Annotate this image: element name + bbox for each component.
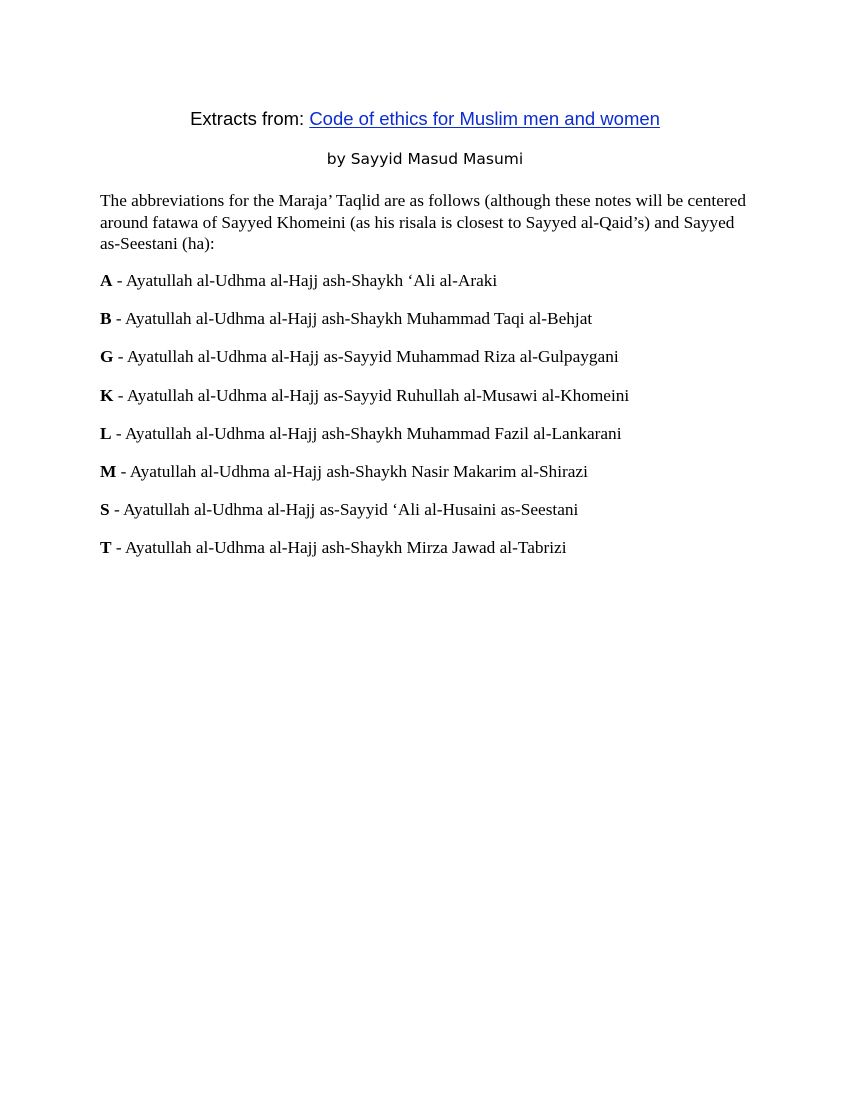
- list-item-l: [100, 423, 780, 461]
- marja-name: - Ayatullah al-Udhma al-Hajj ash-Shaykh Muhammad Fazil al-Lankarani: [111, 423, 622, 443]
- list-item-s: [100, 499, 780, 537]
- list-item-k: [100, 385, 780, 423]
- marja-name: - Ayatullah al-Udhma al-Hajj as-Sayyid ‘Ali al-Husaini as-Seestani: [109, 500, 579, 520]
- abbreviation-code: G: [100, 347, 114, 367]
- list-item-t: [100, 537, 780, 575]
- author-byline: by Sayyid Masud Masumi: [326, 150, 524, 168]
- list-item-g: [100, 346, 780, 384]
- abbreviation-code: M: [100, 461, 117, 481]
- abbreviation-code: A: [100, 271, 113, 290]
- abbreviation-code: L: [100, 423, 112, 443]
- intro-paragraph: The abbreviations for the Maraja’ Taqlid are as follows (although these notes will be centered around fatawa of Sayyed Khomeini (as his risala is closest to Sayyed al-Qaid’s) and Sayyed as-Seestani (ha):: [100, 191, 746, 253]
- marja-name: - Ayatullah al-Udhma al-Hajj as-Sayyid Muhammad Riza al-Gulpaygani: [113, 347, 619, 367]
- marja-name: - Ayatullah al-Udhma al-Hajj as-Sayyid Ruhullah al-Musawi al-Khomeini: [113, 385, 630, 405]
- marja-name: - Ayatullah al-Udhma al-Hajj ash-Shaykh Mirza Jawad al-Tabrizi: [111, 538, 567, 558]
- title-prefix: Extracts from:: [190, 108, 310, 129]
- marja-name: - Ayatullah al-Udhma al-Hajj ash-Shaykh Muhammad Taqi al-Behjat: [111, 309, 593, 329]
- abbreviation-code: B: [100, 309, 112, 329]
- marja-abbreviation-list: [100, 270, 780, 576]
- source-link[interactable]: Code of ethics for Muslim men and women: [309, 108, 660, 129]
- abbreviation-code: T: [100, 538, 112, 558]
- list-item-a: [100, 270, 780, 308]
- abbreviation-code: S: [100, 500, 110, 520]
- title-line: [0, 108, 850, 130]
- marja-name: - Ayatullah al-Udhma al-Hajj ash-Shaykh Nasir Makarim al-Shirazi: [116, 461, 588, 481]
- marja-name: - Ayatullah al-Udhma al-Hajj ash-Shaykh ‘Ali al-Araki: [112, 271, 498, 290]
- list-item-b: [100, 308, 780, 346]
- list-item-m: [100, 461, 780, 499]
- abbreviation-code: K: [100, 385, 114, 405]
